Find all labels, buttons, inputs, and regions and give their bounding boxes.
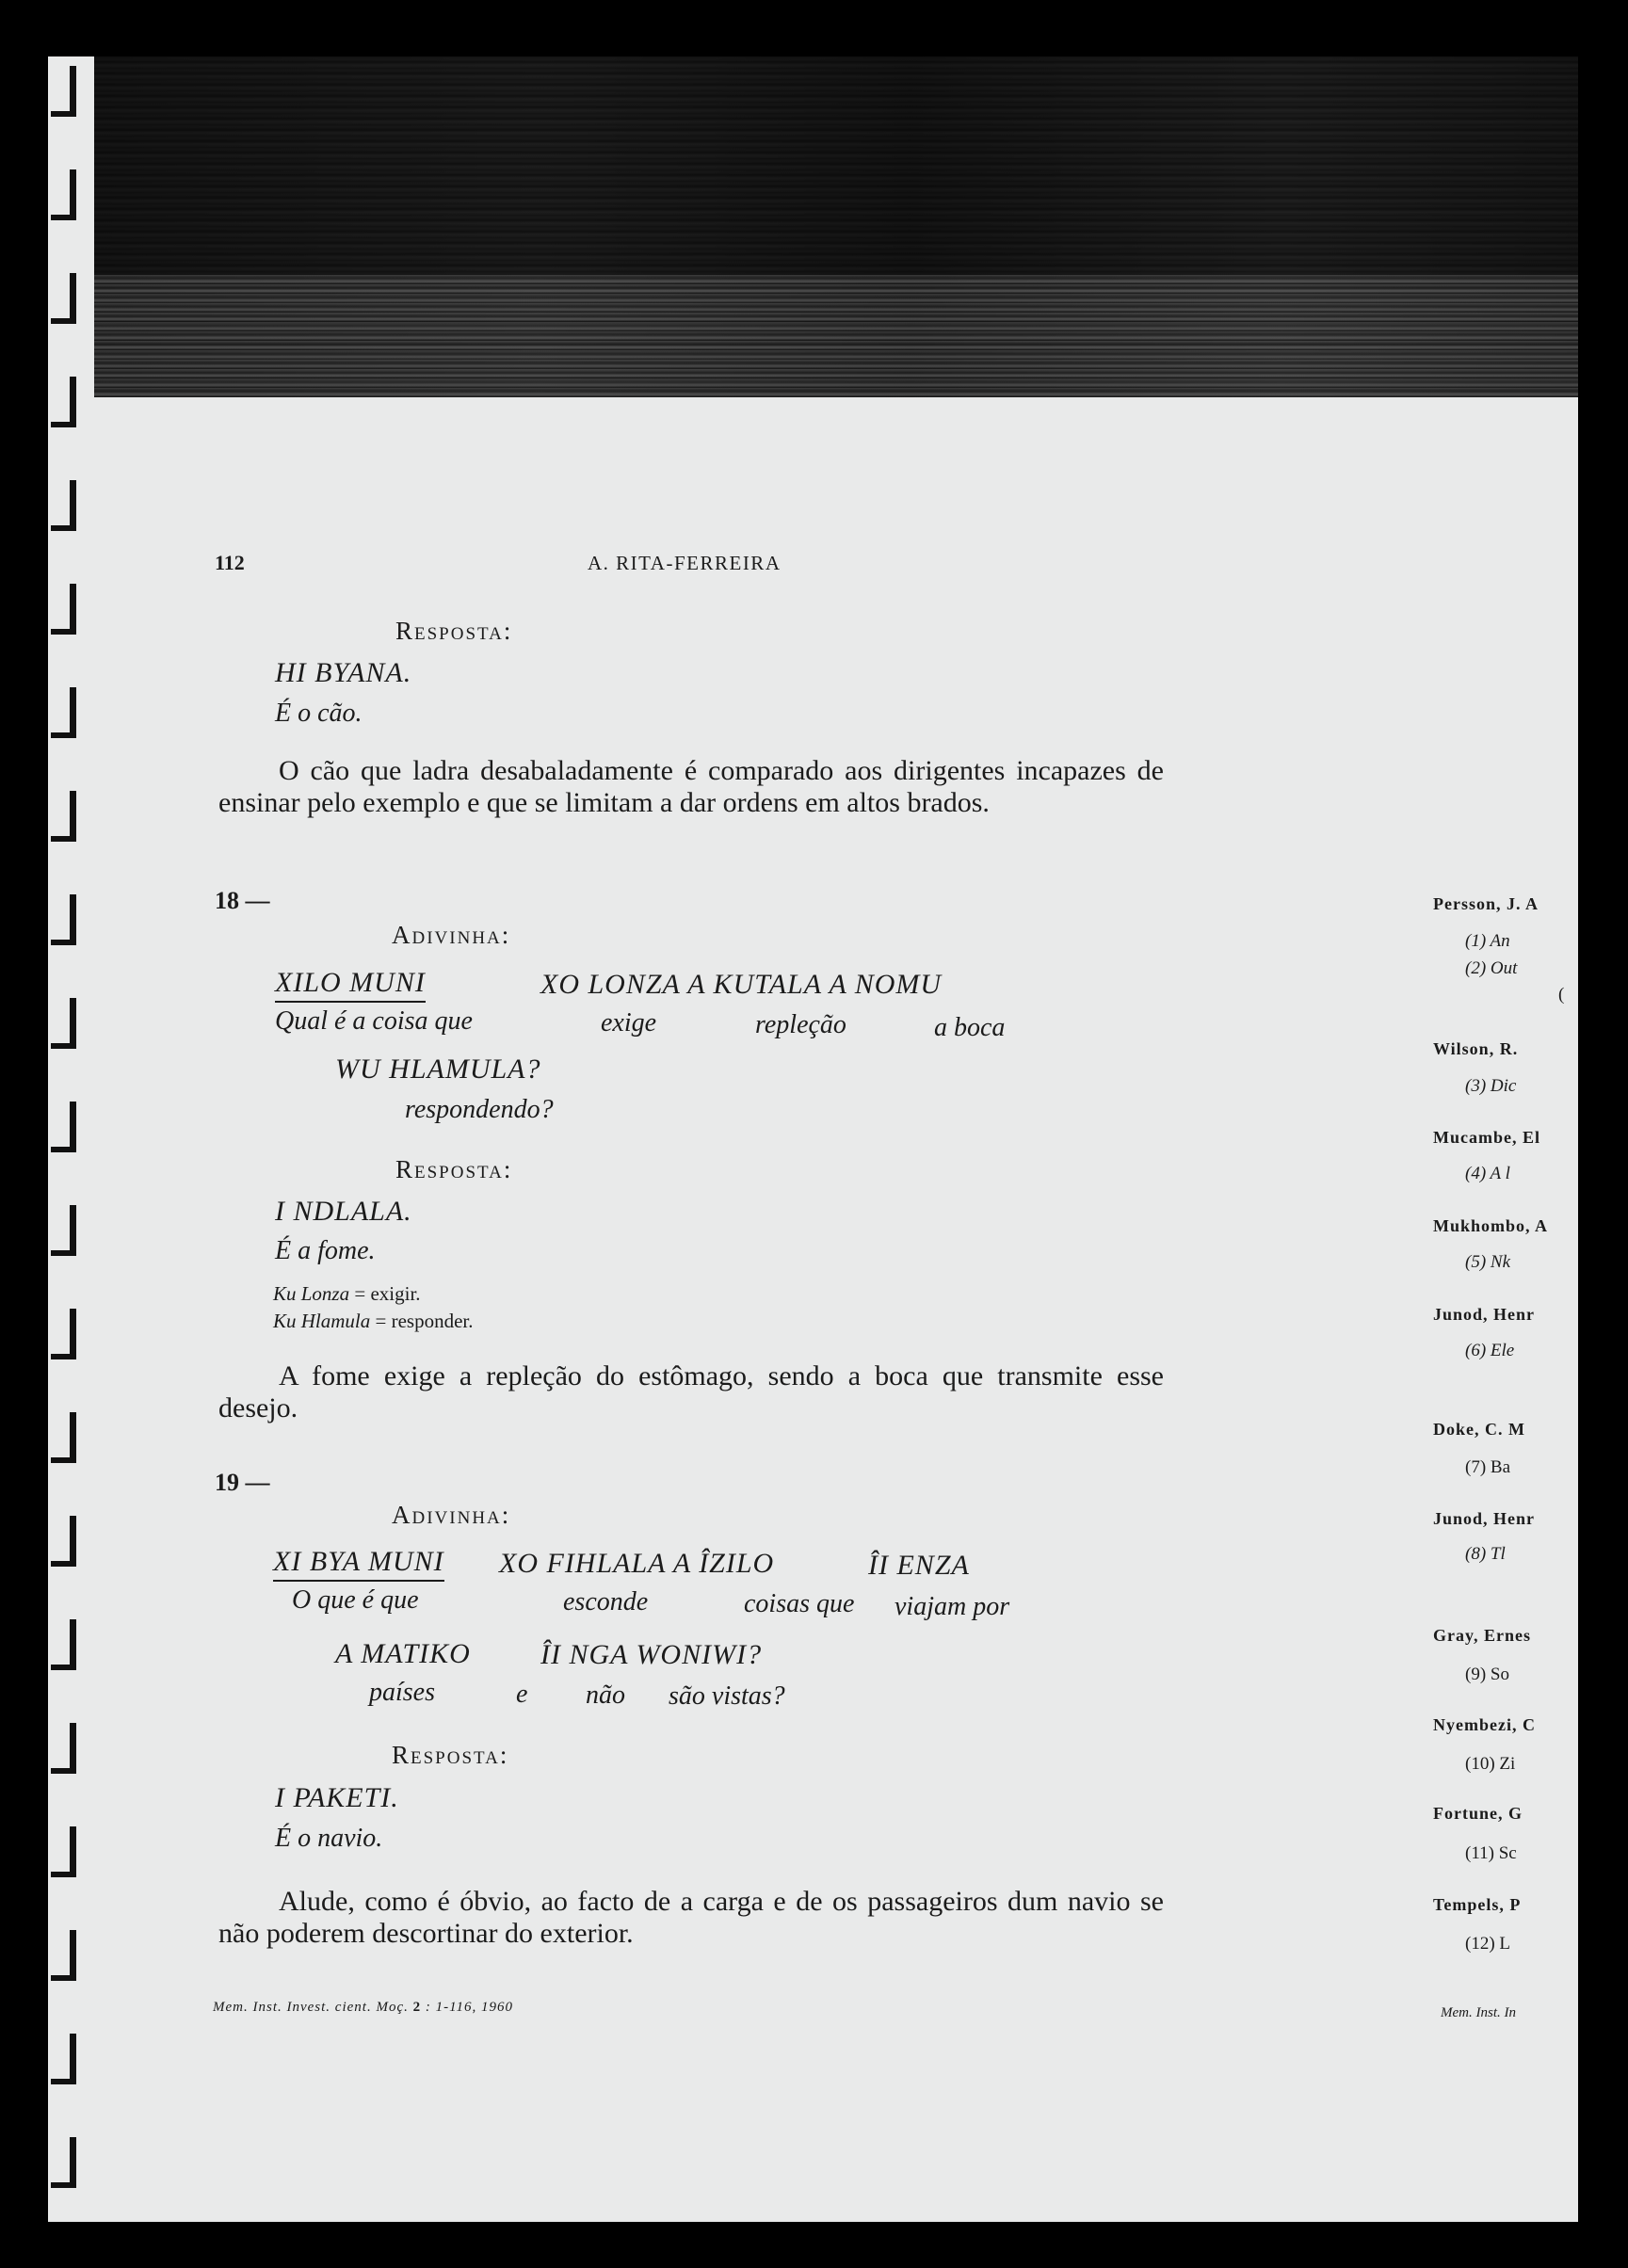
riddle-translation-word: países xyxy=(369,1678,435,1707)
riddle-translation-word: são vistas? xyxy=(669,1681,785,1711)
binding-tick xyxy=(51,1309,76,1359)
riddle-native-subject: XILO MUNI xyxy=(275,967,426,1003)
riddle-translation-word: viajam por xyxy=(895,1592,1010,1621)
bib-author: Persson, J. A xyxy=(1433,894,1539,913)
binding-tick xyxy=(51,687,76,738)
citation-volume: 2 xyxy=(412,2000,422,2015)
riddle-translation-word: coisas que xyxy=(744,1589,855,1618)
riddle-native-subject: XI BYA MUNI xyxy=(273,1546,444,1582)
bib-ref: (3) Dic xyxy=(1465,1076,1517,1096)
spiral-binding-margin xyxy=(38,56,94,2222)
running-title: A. RITA-FERREIRA xyxy=(588,552,782,574)
binding-tick xyxy=(51,1930,76,1981)
binding-tick xyxy=(51,894,76,945)
binding-tick xyxy=(51,1516,76,1567)
riddle-translation-word: esconde xyxy=(563,1587,649,1617)
binding-tick xyxy=(51,66,76,117)
citation-journal: Mem. Inst. Invest. cient. Moç. xyxy=(213,2000,409,2015)
scan-artifact-band xyxy=(94,56,1578,397)
citation-pages: : 1-116, 1960 xyxy=(425,2000,513,2015)
adivinha-label: Adivinha: xyxy=(392,921,511,949)
riddle-native-predicate: XO LONZA A KUTALA A NOMU xyxy=(540,969,943,1000)
riddle-translation-word: e xyxy=(516,1680,528,1709)
bib-ref: (1) An xyxy=(1465,931,1510,951)
bib-ref: (6) Ele xyxy=(1465,1341,1515,1360)
binding-tick xyxy=(51,1723,76,1774)
page-number: 112 xyxy=(215,551,245,574)
bib-author: Fortune, G xyxy=(1433,1804,1523,1823)
answer-translation: É o cão. xyxy=(275,699,363,728)
answer-translation: É a fome. xyxy=(275,1236,376,1265)
resposta-label: Resposta: xyxy=(395,1155,513,1183)
bib-ref: (5) Nk xyxy=(1465,1252,1511,1272)
riddle-translation-word: Qual é a coisa que xyxy=(275,1006,473,1036)
binding-tick xyxy=(51,1102,76,1152)
binding-tick xyxy=(51,480,76,531)
riddle-native-line2: ÎI NGA WONIWI? xyxy=(540,1639,763,1670)
bib-author: Doke, C. M xyxy=(1433,1420,1525,1439)
bib-author: Nyembezi, C xyxy=(1433,1715,1536,1734)
bib-ref: (10) Zi xyxy=(1465,1754,1516,1774)
vocab-meaning: = responder. xyxy=(370,1310,474,1332)
bib-author: Junod, Henr xyxy=(1433,1509,1536,1528)
answer-native: HI BYANA. xyxy=(275,657,412,688)
bib-ref: ( xyxy=(1558,985,1565,1005)
explanation-paragraph: A fome exige a repleção do estômago, sendo a boca que transmite esse desejo. xyxy=(218,1360,1164,1424)
resposta-label: Resposta: xyxy=(395,617,513,645)
binding-tick xyxy=(51,2034,76,2084)
bib-ref: (7) Ba xyxy=(1465,1457,1511,1477)
binding-tick xyxy=(51,2137,76,2188)
bib-ref: (11) Sc xyxy=(1465,1843,1517,1863)
bib-author: Gray, Ernes xyxy=(1433,1626,1531,1645)
vocab-term: Ku Lonza xyxy=(273,1282,350,1305)
vocab-meaning: = exigir. xyxy=(349,1282,421,1305)
binding-tick xyxy=(51,1826,76,1877)
binding-tick xyxy=(51,1205,76,1256)
riddle-translation-word: repleção xyxy=(755,1010,846,1039)
answer-native: I PAKETI. xyxy=(275,1782,399,1813)
explanation-paragraph: O cão que ladra desabaladamente é comparado aos dirigentes incapazes de ensinar pelo exemplo e que se limitam a dar ordens em altos brados. xyxy=(218,755,1164,818)
riddle-native-line2: WU HLAMULA? xyxy=(335,1054,541,1085)
citation-footer xyxy=(213,2000,513,2016)
bib-author: Tempels, P xyxy=(1433,1895,1522,1914)
explanation-paragraph: Alude, como é óbvio, ao facto de a carga e de os passageiros dum navio se não poderem descortinar do exterior. xyxy=(218,1886,1164,1949)
binding-tick xyxy=(51,584,76,635)
binding-tick xyxy=(51,169,76,220)
adivinha-label: Adivinha: xyxy=(392,1501,511,1529)
riddle-translation-word: exige xyxy=(601,1008,657,1037)
binding-tick xyxy=(51,1619,76,1670)
bib-ref: (9) So xyxy=(1465,1665,1509,1684)
bib-author: Mucambe, El xyxy=(1433,1128,1540,1147)
binding-tick xyxy=(51,273,76,324)
binding-tick xyxy=(51,791,76,842)
bib-author: Wilson, R. xyxy=(1433,1039,1519,1058)
vocab-note xyxy=(273,1282,421,1306)
answer-translation: É o navio. xyxy=(275,1824,383,1853)
riddle-native-line2: A MATIKO xyxy=(335,1638,471,1669)
riddle-translation-word: a boca xyxy=(934,1013,1006,1042)
bib-author: Mukhombo, A xyxy=(1433,1216,1549,1235)
riddle-translation-line2: respondendo? xyxy=(405,1095,554,1124)
binding-tick xyxy=(51,377,76,427)
answer-native: I NDLALA. xyxy=(275,1196,412,1227)
bib-ref: (12) L xyxy=(1465,1934,1511,1954)
right-page-footer: Mem. Inst. In xyxy=(1441,2005,1516,2020)
resposta-label: Resposta: xyxy=(392,1741,509,1769)
riddle-translation-word: O que é que xyxy=(292,1585,419,1615)
riddle-translation-word: não xyxy=(586,1681,625,1710)
riddle-native-predicate: XO FIHLALA A ÎZILO xyxy=(499,1548,775,1579)
bib-author: Junod, Henr xyxy=(1433,1305,1536,1324)
riddle-number: 19 — xyxy=(215,1469,270,1496)
riddle-native-predicate: ÎI ENZA xyxy=(868,1550,970,1581)
riddle-number: 18 — xyxy=(215,887,270,914)
binding-tick xyxy=(51,1412,76,1463)
bib-ref: (8) Tl xyxy=(1465,1544,1506,1564)
vocab-term: Ku Hlamula xyxy=(273,1310,371,1332)
bib-ref: (4) A l xyxy=(1465,1164,1510,1183)
bib-ref: (2) Out xyxy=(1465,958,1518,978)
vocab-note xyxy=(273,1310,474,1333)
binding-tick xyxy=(51,998,76,1049)
